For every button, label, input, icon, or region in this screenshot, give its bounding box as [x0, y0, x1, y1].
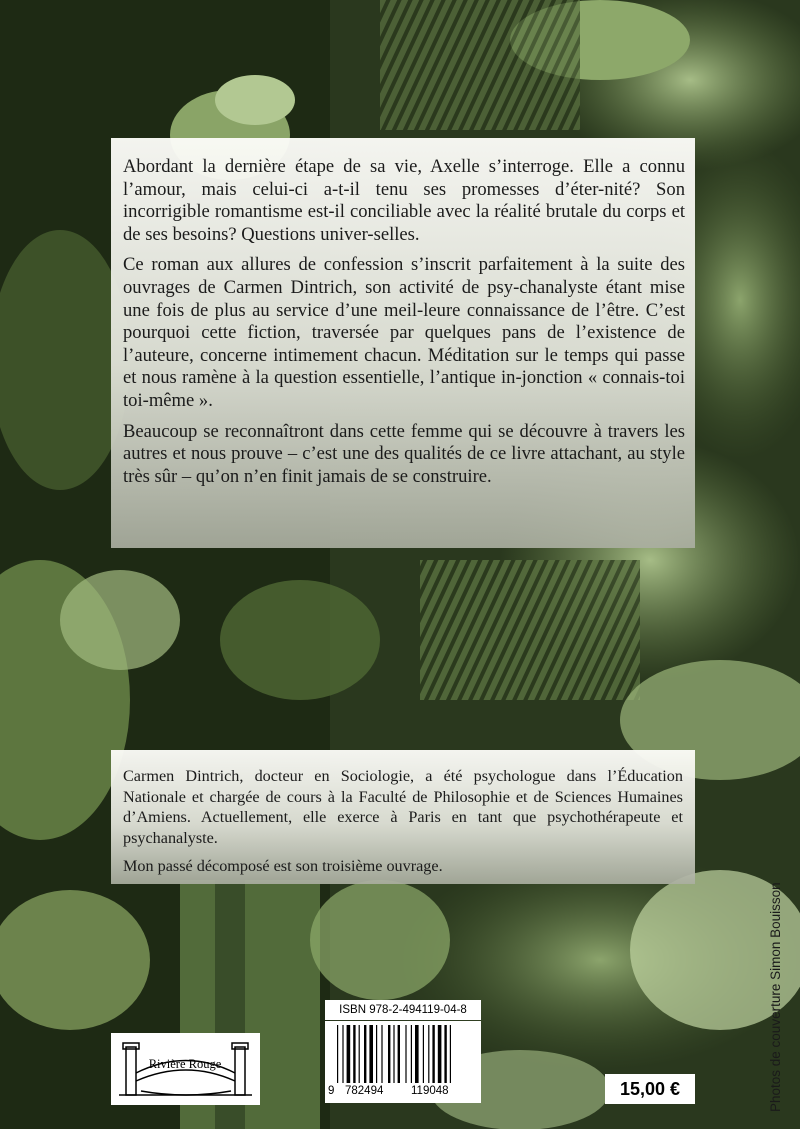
barcode-digit-group: 119048	[411, 1085, 449, 1097]
barcode-bars	[325, 1021, 481, 1085]
barcode-digits	[325, 1085, 481, 1101]
barcode-digit-group: 782494	[345, 1085, 384, 1097]
photo-credit: Photos de couverture Simon Bouisson	[768, 882, 783, 1112]
publisher-logo	[111, 1033, 260, 1105]
author-bio-panel	[111, 750, 695, 884]
author-bio-paragraph: Mon passé décomposé est son troisième ouvrage.	[123, 857, 443, 876]
author-bio-paragraph: Carmen Dintrich, docteur en Sociologie, a été psychologue dans l’Éducation Nationale et chargée de cours à la Faculté de Philosophie et de Sciences Humaines d’Amiens. Actuellement, elle exerce à Paris en tant que psychothérapeute et psychanalyste.	[123, 767, 683, 847]
barcode-digit-prefix: 9	[328, 1085, 335, 1097]
blurb-panel	[111, 138, 695, 548]
publisher-name: Rivière Rouge	[148, 1057, 222, 1071]
blurb-paragraph: Ce roman aux allures de confession s’inscrit parfaitement à la suite des ouvrages de Carmen Dintrich, son activité de psy-chanalyste étant mise une fois de plus au service d’une meil-leure connaissance de l’être. C’est pourquoi cette fiction, traversée par quelques pans de l’existence de l’auteure, concerne intimement chacun. Méditation sur le temps qui passe et nous ramène à la question essentielle, l’antique in-jonction « connais-toi toi-même ».	[123, 254, 685, 411]
isbn-label: ISBN 978-2-494119-04-8	[325, 1000, 481, 1020]
blurb-paragraph: Abordant la dernière étape de sa vie, Axelle s’interroge. Elle a connu l’amour, mais celui-ci a-t-il tenu ses promesses d’éter-nité? Son incorrigible romantisme est-il conciliable avec la réalité brutale du corps et de ses besoins? Questions univer-selles.	[123, 156, 685, 245]
price-label: 15,00 €	[605, 1074, 695, 1104]
barcode	[325, 1021, 481, 1103]
blurb-paragraph: Beaucoup se reconnaîtront dans cette femme qui se découvre à travers les autres et nous prouve – c’est une des qualités de ce livre attachant, au style très sûr – qu’on n’en finit jamais de se construire.	[123, 420, 685, 487]
